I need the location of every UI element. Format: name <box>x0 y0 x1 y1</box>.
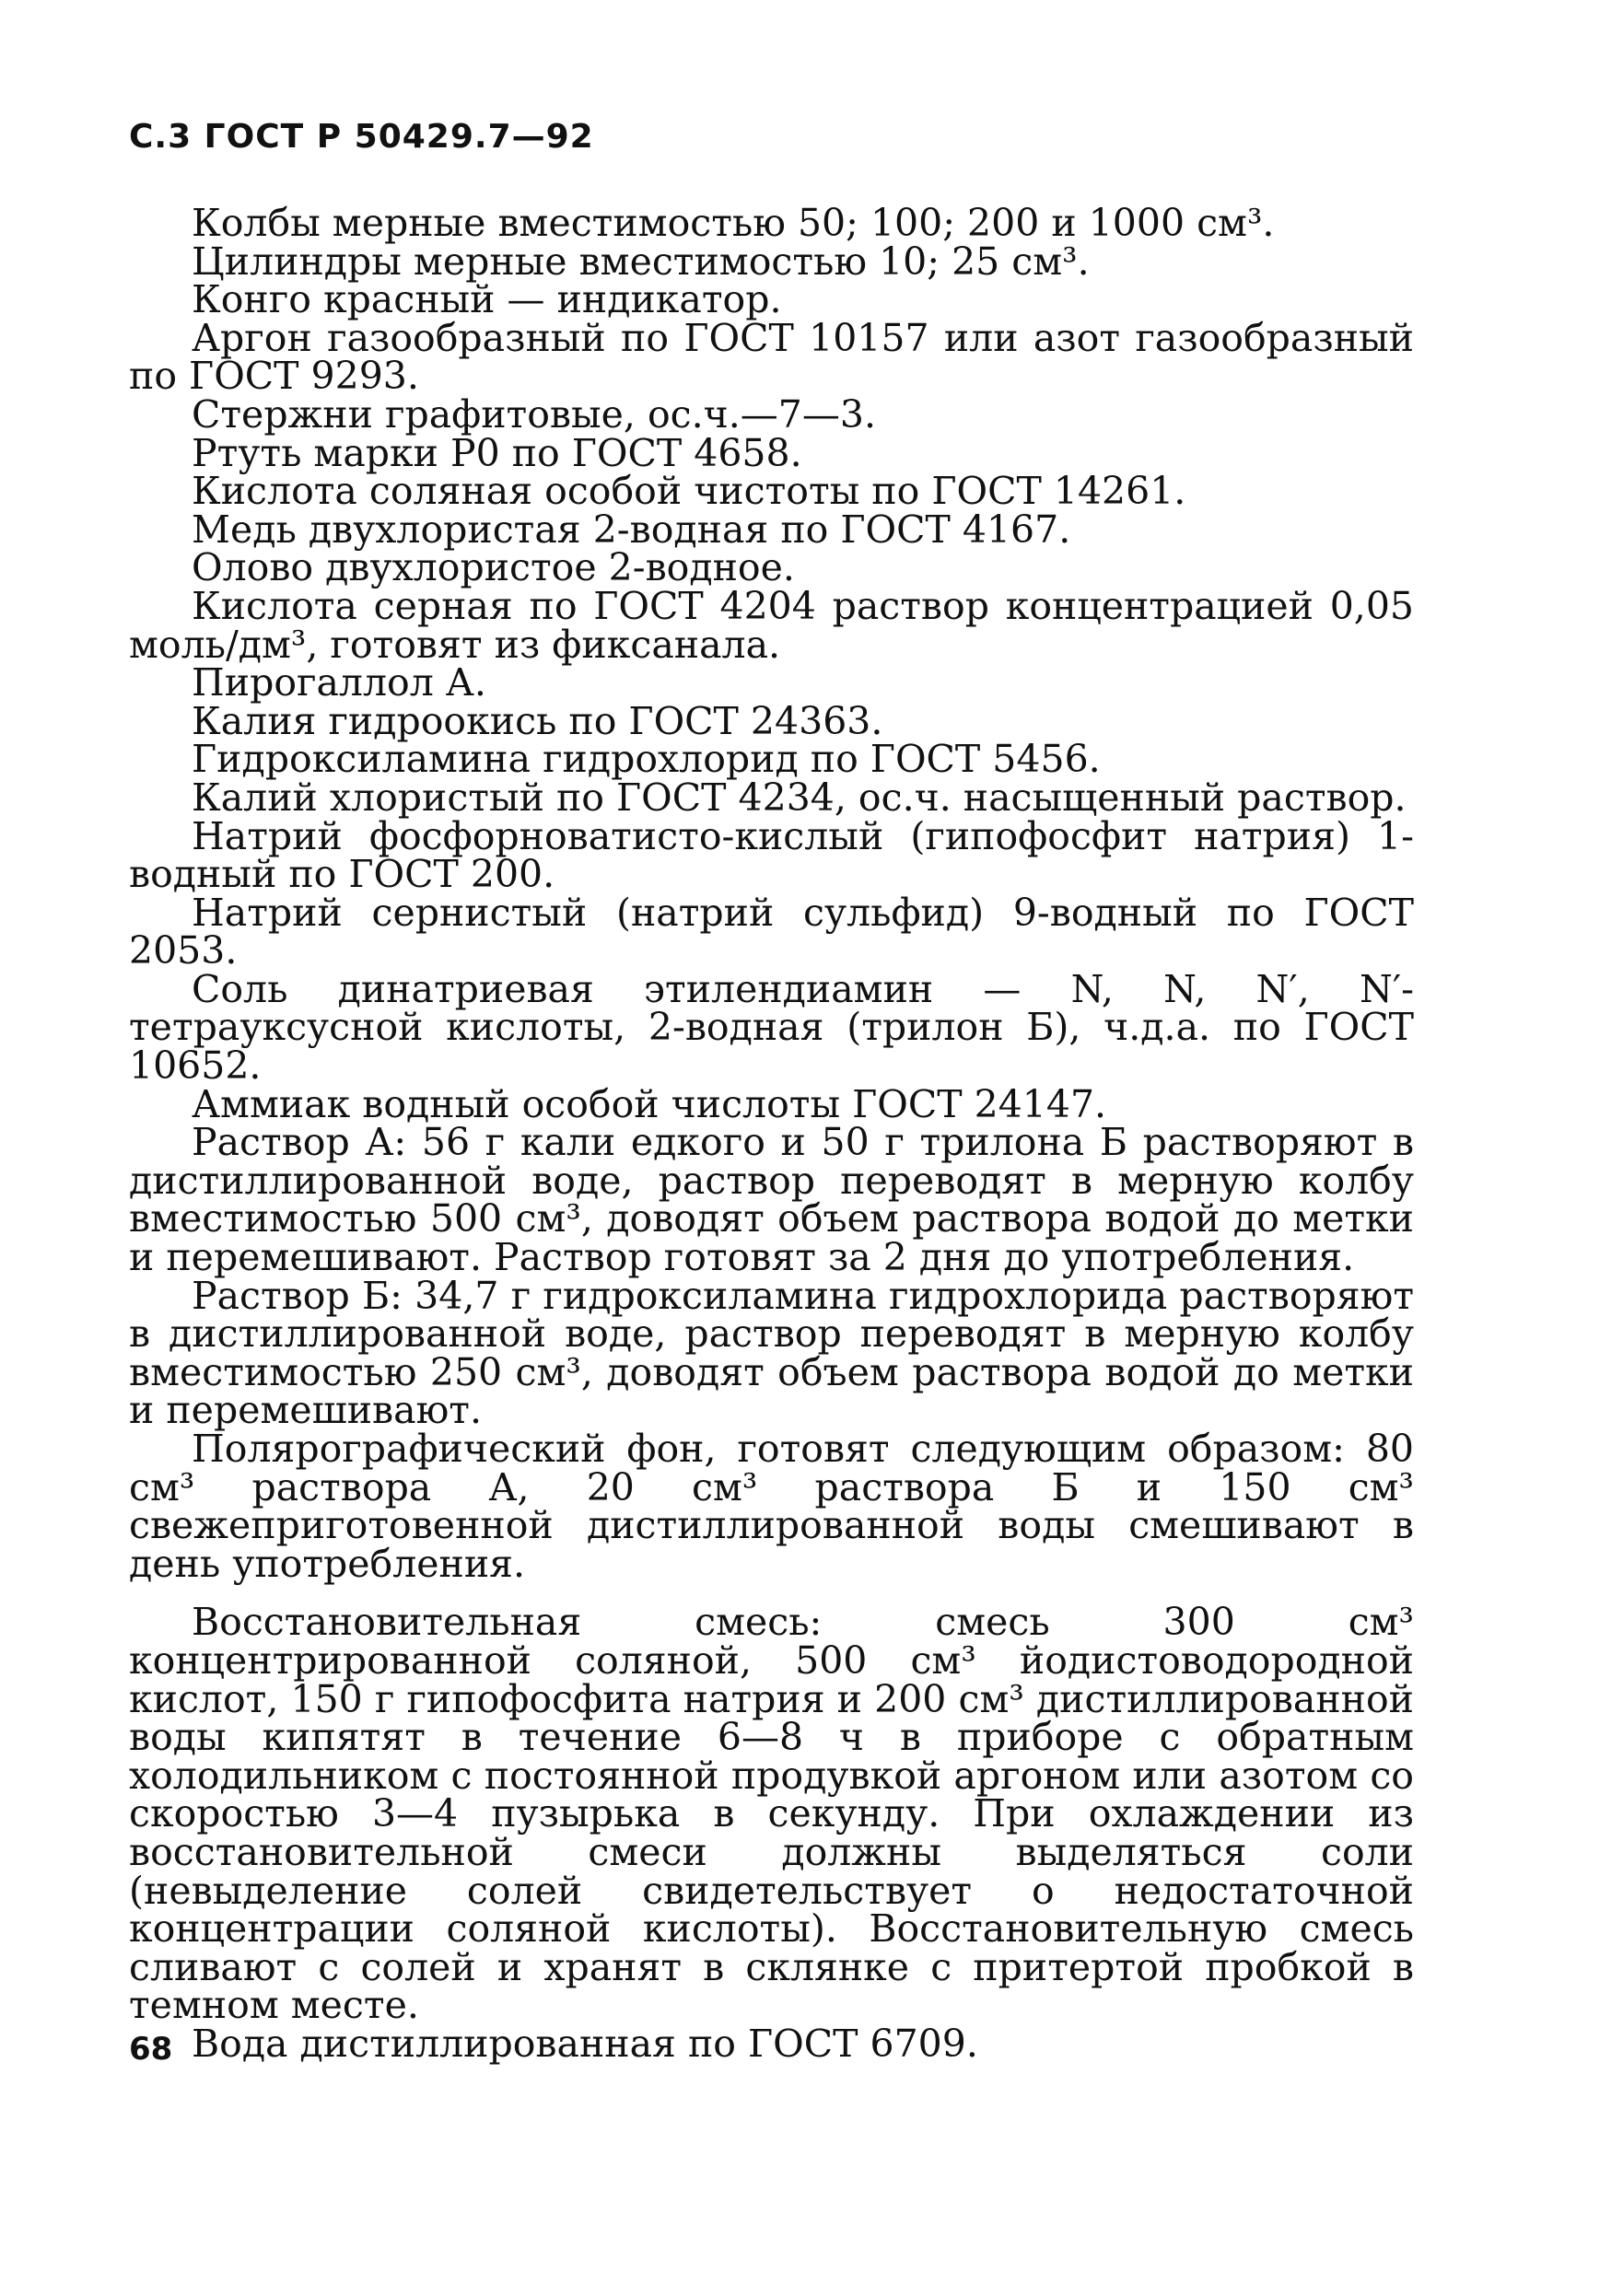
paragraph: Полярографический фон, готовят следующим образом: 80 см³ раствора А, 20 см³ раствора Б и 150 см³ свежеприготовенной дистиллированной воды смешивают в день употребления. <box>129 1427 1414 1586</box>
paragraph: Медь двухлористая 2-водная по ГОСТ 4167. <box>192 507 1071 552</box>
paragraph: Аммиак водный особой числоты ГОСТ 24147. <box>192 1081 1107 1126</box>
paragraph: Конго красный — индикатор. <box>192 277 782 322</box>
paragraph: Раствор А: 56 г кали едкого и 50 г трилона Б растворяют в дистиллированной воде, раствор переводят в мерную колбу вместимостью 500 см³, доводят объем раствора водой до метки и перемешивают. Раствор готовят за 2 дня до употребления. <box>129 1120 1414 1280</box>
paragraph: Цилиндры мерные вместимостью 10; 25 см³. <box>192 239 1090 284</box>
paragraph: Восстановительная смесь: смесь 300 см³ концентрированной соляной, 500 см³ йодистоводородной кислот, 150 г гипофосфита натрия и 200 см³ дистиллированной воды кипятят в течение 6—8 ч в приборе с обратным холодильником с постоянной продувкой аргоном или азотом со скоростью 3—4 пузырька в секунду. При охлаждении из восстановительной смеси должны выделяться соли (невыделение солей свидетельствует о недостаточной концентрации соляной кислоты). Восстановительную смесь сливают с солей и хранят в склянке с притертой пробкой в темном месте. <box>129 1600 1414 2028</box>
paragraph: Кислота соляная особой чистоты по ГОСТ 14261. <box>192 469 1186 514</box>
paragraph: Олово двухлористое 2-водное. <box>192 545 795 590</box>
page-header: С.3 ГОСТ Р 50429.7—92 <box>129 118 594 156</box>
paragraph: Соль динатриевая этилендиамин — N, N, N′, N′-тетрауксусной кислоты, 2-водная (трилон Б), ч.д.а. по ГОСТ 10652. <box>129 966 1414 1089</box>
paragraph: Натрий фосфорноватисто-кислый (гипофосфит натрия) 1-водный по ГОСТ 200. <box>129 813 1414 897</box>
paragraph: Калий хлористый по ГОСТ 4234, ос.ч. насыщенный раствор. <box>192 775 1407 820</box>
paragraph: Пирогаллол А. <box>192 660 486 705</box>
paragraph: Натрий сернистый (натрий сульфид) 9-водный по ГОСТ 2053. <box>129 890 1414 973</box>
paragraph: Калия гидроокись по ГОСТ 24363. <box>192 698 883 743</box>
paragraph: Раствор Б: 34,7 г гидроксиламина гидрохлорида растворяют в дистиллированной воде, раствор переводят в мерную колбу вместимостью 250 см³, доводят объем раствора водой до метки и перемешивают. <box>129 1273 1414 1433</box>
paragraph: Аргон газообразный по ГОСТ 10157 или азот газообразный по ГОСТ 9293. <box>129 315 1414 399</box>
paragraph: Стержни графитовые, ос.ч.—7—3. <box>192 391 876 437</box>
paragraph: Кислота серная по ГОСТ 4204 раствор концентрацией 0,05 моль/дм³, готовят из фиксанала. <box>129 583 1414 667</box>
paragraph: Вода дистиллированная по ГОСТ 6709. <box>192 2021 978 2066</box>
paragraph: Гидроксиламина гидрохлорид по ГОСТ 5456. <box>192 737 1101 782</box>
paragraph: Ртуть марки Р0 по ГОСТ 4658. <box>192 430 802 475</box>
page-number: 68 <box>129 2031 173 2068</box>
paragraph: Колбы мерные вместимостью 50; 100; 200 и 1000 см³. <box>192 201 1275 245</box>
document-body <box>129 201 1414 2066</box>
